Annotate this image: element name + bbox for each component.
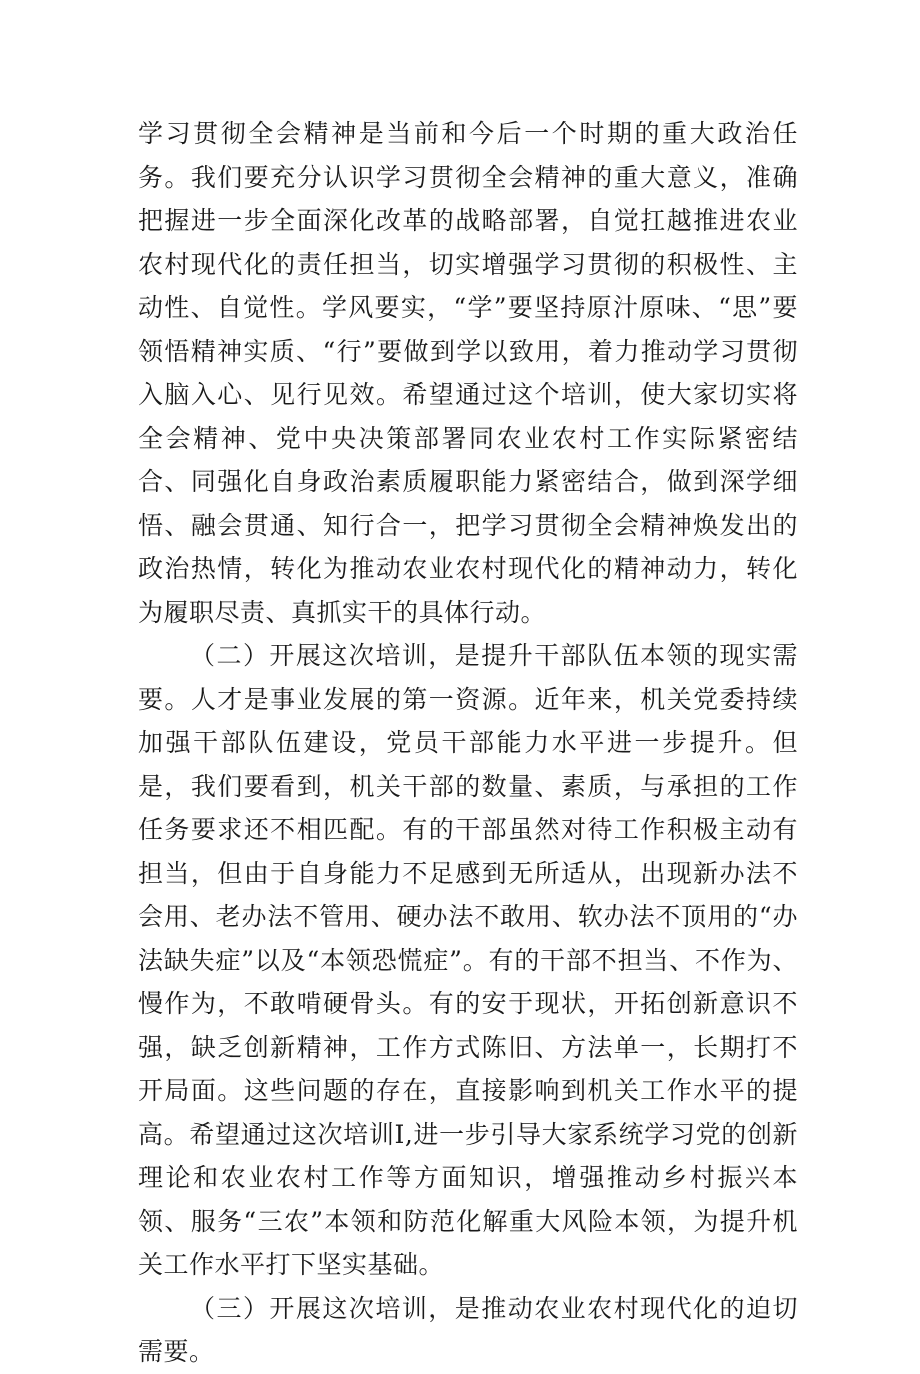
paragraph-study-plenary-spirit: 学习贯彻全会精神是当前和今后一个时期的重大政治任务。我们要充分认识学习贯彻全会精神的重大意义，准确把握进一步全面深化改革的战略部署，自觉扛越推进农业农村现代化的责任担当，切实增强学习贯彻的积极性、主动性、自觉性。学风要实，“学”要坚持原汁原味、“思”要领悟精神实质、“行”要做到学以致用，着力推动学习贯彻入脑入心、见行见效。希望通过这个培训，使大家切实将全会精神、党中央决策部署同农业农村工作实际紧密结合、同强化自身政治素质履职能力紧密结合，做到深学细悟、融会贯通、知行合一，把学习贯彻全会精神焕发出的政治热情，转化为推动农业农村现代化的精神动力，转化为履职尽责、真抓实干的具体行动。: [138, 119, 798, 627]
document-body: [138, 112, 798, 1374]
paragraph-agricultural-modernization: （三）开展这次培训，是推动农业农村现代化的迫切需要。: [138, 1293, 798, 1366]
paragraph-cadre-ability: （二）开展这次培训，是提升干部队伍本领的现实需要。人才是事业发展的第一资源。近年来，机关党委持续加强干部队伍建设，党员干部能力水平进一步提升。但是，我们要看到，机关干部的数量、素质，与承担的工作任务要求还不相匹配。有的干部虽然对待工作积极主动有担当，但由于自身能力不足感到无所适从，出现新办法不会用、老办法不管用、硬办法不敢用、软办法不顶用的“办法缺失症”以及“本领恐慌症”。有的干部不担当、不作为、慢作为，不敢啃硬骨头。有的安于现状，开拓创新意识不强，缺乏创新精神，工作方式陈旧、方法单一，长期打不开局面。这些问题的存在，直接影响到机关工作水平的提高。希望通过这次培训I,进一步引导大家系统学习党的创新理论和农业农村工作等方面知识，增强推动乡村振兴本领、服务“三农”本领和防范化解重大风险本领，为提升机关工作水平打下坚实基础。: [138, 641, 798, 1279]
